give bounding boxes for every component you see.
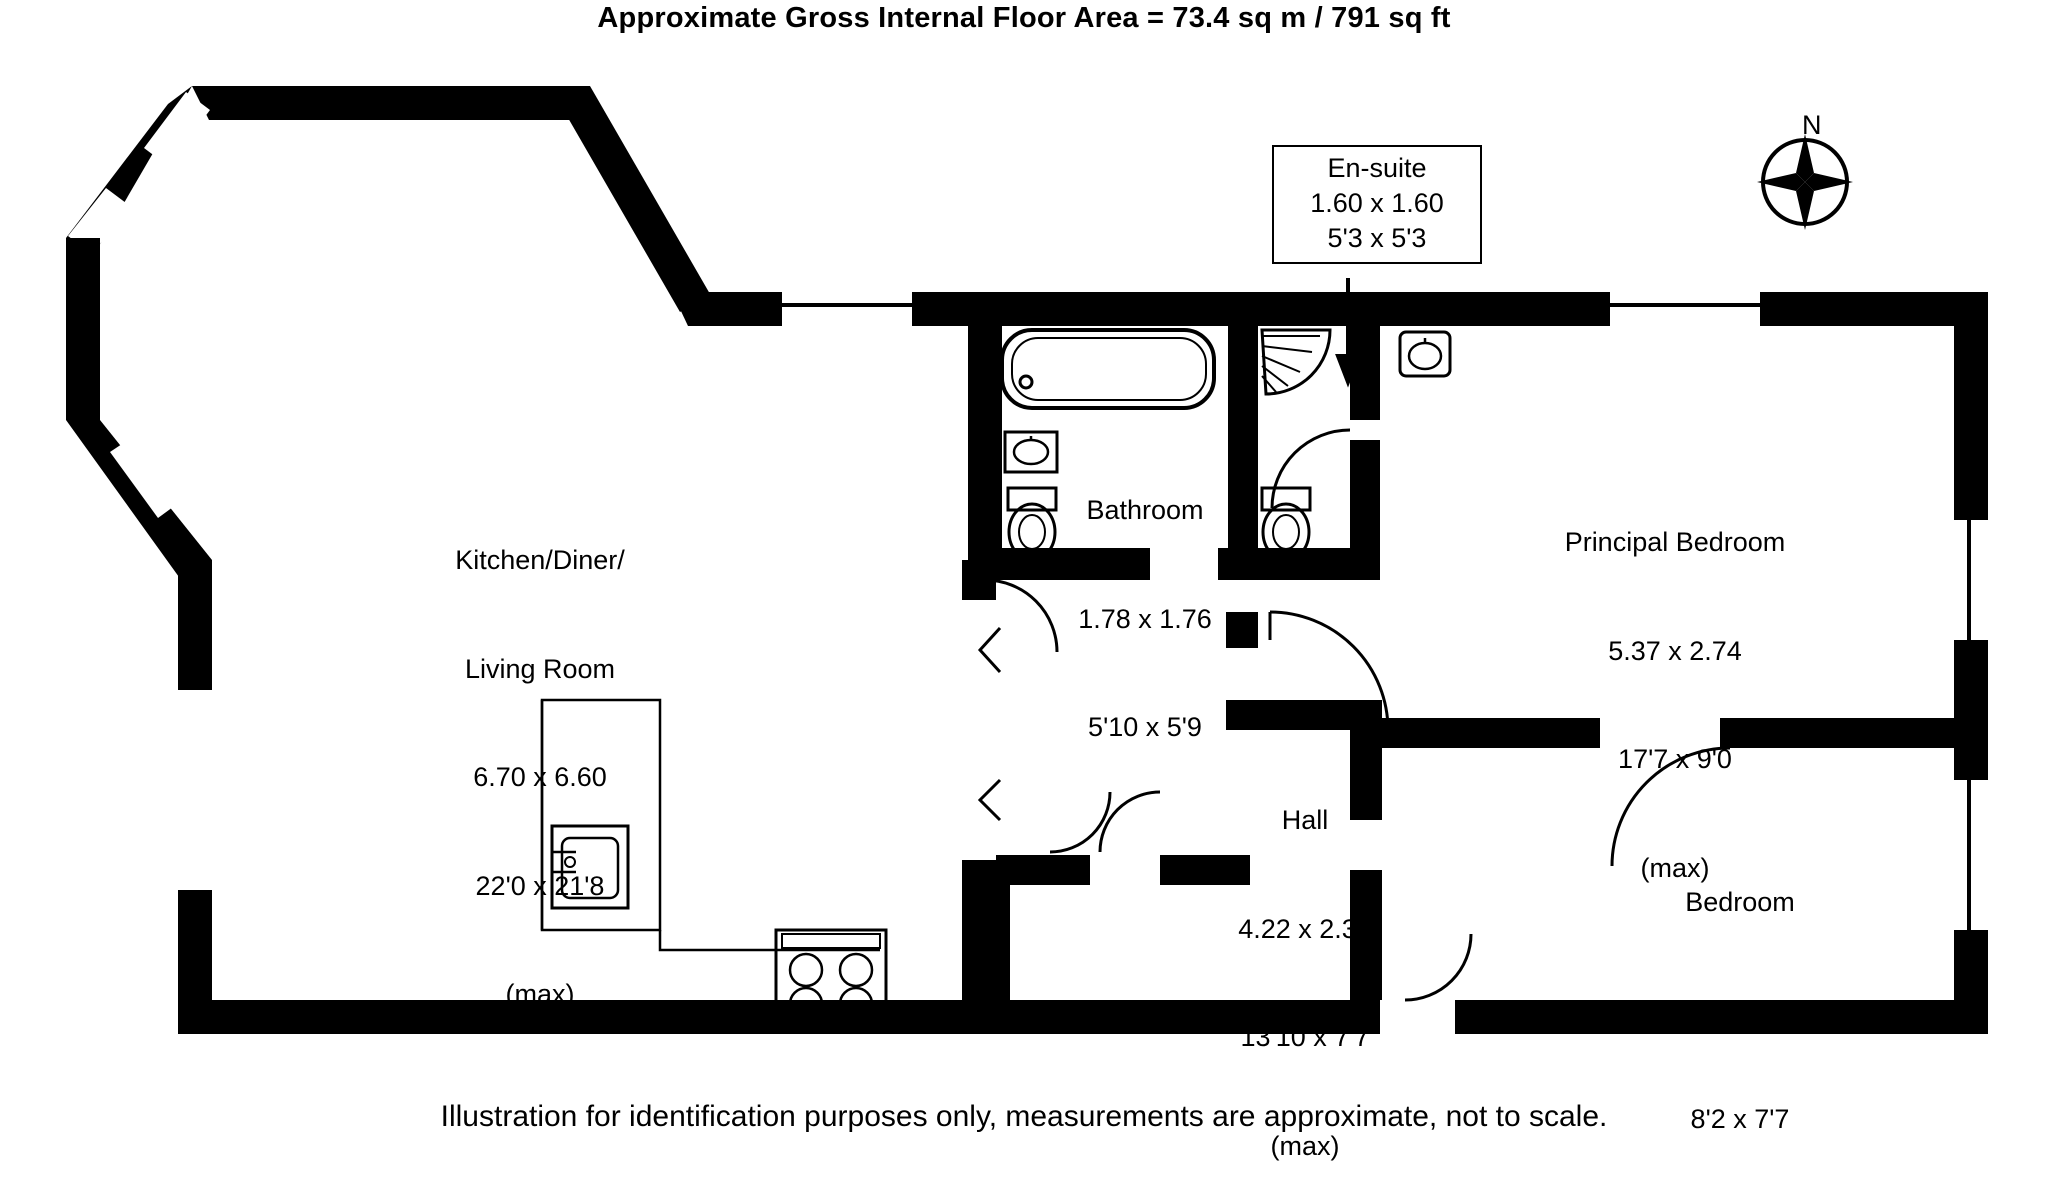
ensuite-name: En-suite [1327, 153, 1427, 183]
room-name-line1: Bathroom [1086, 495, 1204, 526]
room-imperial: 13'10 x 7'7 [1240, 1022, 1370, 1053]
room-metric: 6.70 x 6.60 [473, 762, 607, 793]
room-name-line1: Bedroom [1685, 887, 1795, 918]
room-note: (max) [505, 979, 575, 1010]
bathtub-icon [1002, 330, 1214, 408]
compass-north-label: N [1802, 110, 1822, 140]
room-metric: 1.78 x 1.76 [1078, 603, 1212, 634]
room-label-kitchen-diner-living-room [330, 470, 750, 1049]
ensuite-imperial: 5'3 x 5'3 [1327, 223, 1427, 254]
room-note: (max) [1640, 852, 1710, 883]
room-imperial: 8'2 x 7'7 [1690, 1104, 1790, 1135]
page-title: Approximate Gross Internal Floor Area = 73.4 sq m / 791 sq ft [597, 2, 1451, 34]
room-imperial: 22'0 x 21'8 [475, 870, 605, 901]
room-metric: 4.22 x 2.30 [1238, 913, 1372, 944]
sink-icon [1400, 332, 1450, 376]
room-metric: 5.37 x 2.74 [1608, 635, 1742, 666]
compass-rose [1740, 110, 1880, 240]
room-name-line1: Kitchen/Diner/ [455, 545, 625, 576]
room-metric: 2.50 x 2.30 [1673, 995, 1807, 1026]
room-imperial: 17'7 x 9'0 [1618, 744, 1732, 775]
ensuite-callout [1272, 145, 1482, 264]
ensuite-metric: 1.60 x 1.60 [1310, 188, 1444, 219]
room-label-bathroom [1000, 420, 1290, 782]
disclaimer-text: Illustration for identification purposes only, measurements are approximate, not to scale. [440, 1100, 1608, 1133]
room-name-line1: Hall [1281, 805, 1329, 836]
room-name-line2: Living Room [464, 653, 616, 684]
room-name-line1: Principal Bedroom [1564, 527, 1786, 558]
shower-icon [1262, 330, 1330, 394]
room-imperial: 5'10 x 5'9 [1088, 712, 1202, 743]
room-note: (max) [1270, 1130, 1340, 1161]
